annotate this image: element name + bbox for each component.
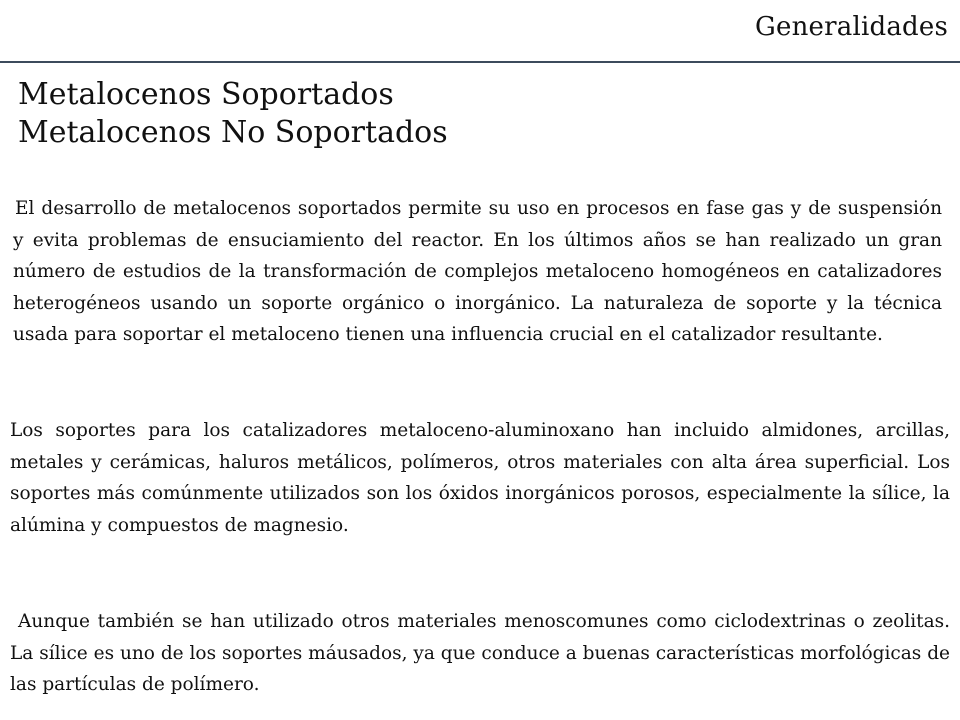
paragraph-other-materials: Aunque también se han utilizado otros materiales menoscomunes como ciclodextrinas o zeolitas. La sílice es uno de los soportes máusados, ya que conduce a buenas características morfológicas de las partículas de polímero. xyxy=(10,611,950,695)
section-titles xyxy=(18,76,448,152)
title-supported: Metalocenos Soportados xyxy=(18,77,394,112)
title-unsupported: Metalocenos No Soportados xyxy=(18,115,448,150)
header-title: Generalidades xyxy=(755,12,948,42)
paragraph-intro: El desarrollo de metalocenos soportados permite su uso en procesos en fase gas y de suspensión y evita problemas de ensuciamiento del reactor. En los últimos años se han realizado un gran número de estudios de la transformación de complejos metaloceno homogéneos en catalizadores heterogéneos usando un soporte orgánico o inorgánico. La naturaleza de soporte y la técnica usada para soportar el metaloceno tienen una influencia crucial en el catalizador resultante. xyxy=(13,198,942,345)
header-divider xyxy=(0,61,960,63)
slide-header xyxy=(0,0,960,62)
paragraph-supports: Los soportes para los catalizadores metaloceno-aluminoxano han incluido almidones, arcillas, metales y cerámicas, haluros metálicos, polímeros, otros materiales con alta área superficial. Los soportes más comúnmente utilizados son los óxidos inorgánicos porosos, especialmente la sílice, la alúmina y compuestos de magnesio. xyxy=(10,420,950,536)
